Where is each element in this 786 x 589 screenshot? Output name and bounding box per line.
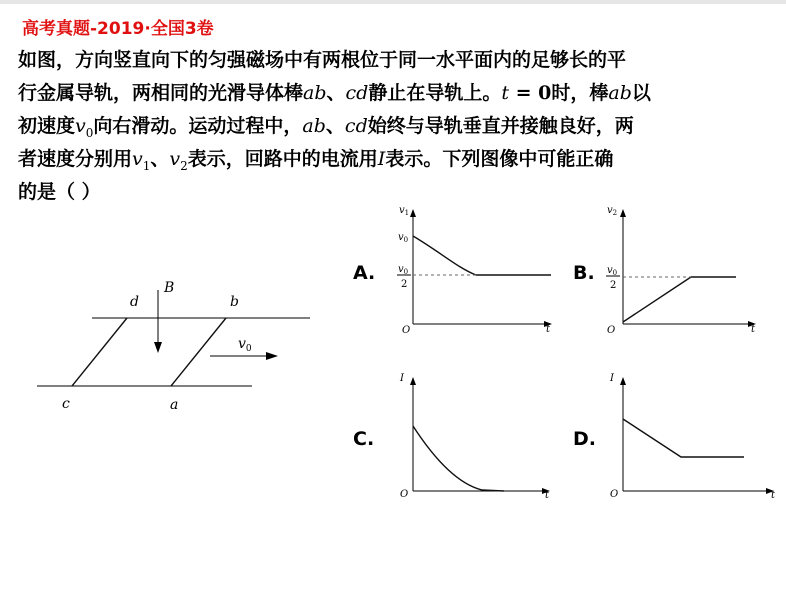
graph-d-xlabel: t bbox=[771, 490, 776, 501]
graph-a-xlabel: t bbox=[546, 324, 551, 335]
field-label: B bbox=[164, 280, 175, 296]
graph-b-half-den: 2 bbox=[610, 280, 617, 291]
graph-d-curve bbox=[623, 419, 744, 457]
question-line-4: 者速度分别用$v_1$、$v_2$表示，回路中的电流用I表示。下列图像中可能正确 bbox=[18, 148, 614, 173]
graph-d-ylabel: I bbox=[610, 373, 614, 384]
point-a-label: a bbox=[170, 397, 179, 413]
option-c-label[interactable]: C. bbox=[353, 428, 375, 450]
graph-d-origin: O bbox=[610, 489, 619, 500]
graph-a-origin: O bbox=[402, 325, 411, 336]
point-b-label: b bbox=[230, 294, 239, 310]
graph-a-v0: $v_0$ bbox=[398, 232, 409, 244]
graph-b-half-num: $v_0$ bbox=[607, 265, 618, 277]
point-d-label: d bbox=[130, 294, 139, 310]
graph-b-xlabel: t bbox=[751, 324, 756, 335]
graph-a-half-den: 2 bbox=[401, 279, 408, 290]
option-d-label[interactable]: D. bbox=[573, 428, 596, 450]
question-line-5: 的是（ ） bbox=[18, 181, 101, 203]
option-b-label[interactable]: B. bbox=[573, 262, 595, 284]
graph-c-ylabel: I bbox=[400, 373, 404, 384]
question-line-3: 初速度$v_0$向右滑动。运动过程中，ab、cd始终与导轨垂直并接触良好，两 bbox=[18, 115, 634, 140]
graph-c-origin: O bbox=[400, 489, 409, 500]
velocity-label: $v_0$ bbox=[238, 336, 252, 354]
graph-b-origin: O bbox=[607, 325, 616, 336]
option-a-label[interactable]: A. bbox=[353, 262, 376, 284]
question-line-2: 行金属导轨，两相同的光滑导体棒ab、cd静止在导轨上。t = 0时，棒ab以 bbox=[18, 82, 651, 104]
graph-a-ylabel: $v_1$ bbox=[399, 205, 410, 217]
graph-a-half-num: $v_0$ bbox=[398, 264, 409, 276]
graph-b-ylabel: $v_2$ bbox=[607, 205, 618, 217]
graph-c-xlabel: t bbox=[545, 490, 550, 501]
exam-source-title: 高考真题-2019·全国3卷 bbox=[22, 19, 214, 39]
point-c-label: c bbox=[62, 396, 70, 412]
question-line-1: 如图，方向竖直向下的匀强磁场中有两根位于同一水平面内的足够长的平 bbox=[18, 49, 627, 71]
